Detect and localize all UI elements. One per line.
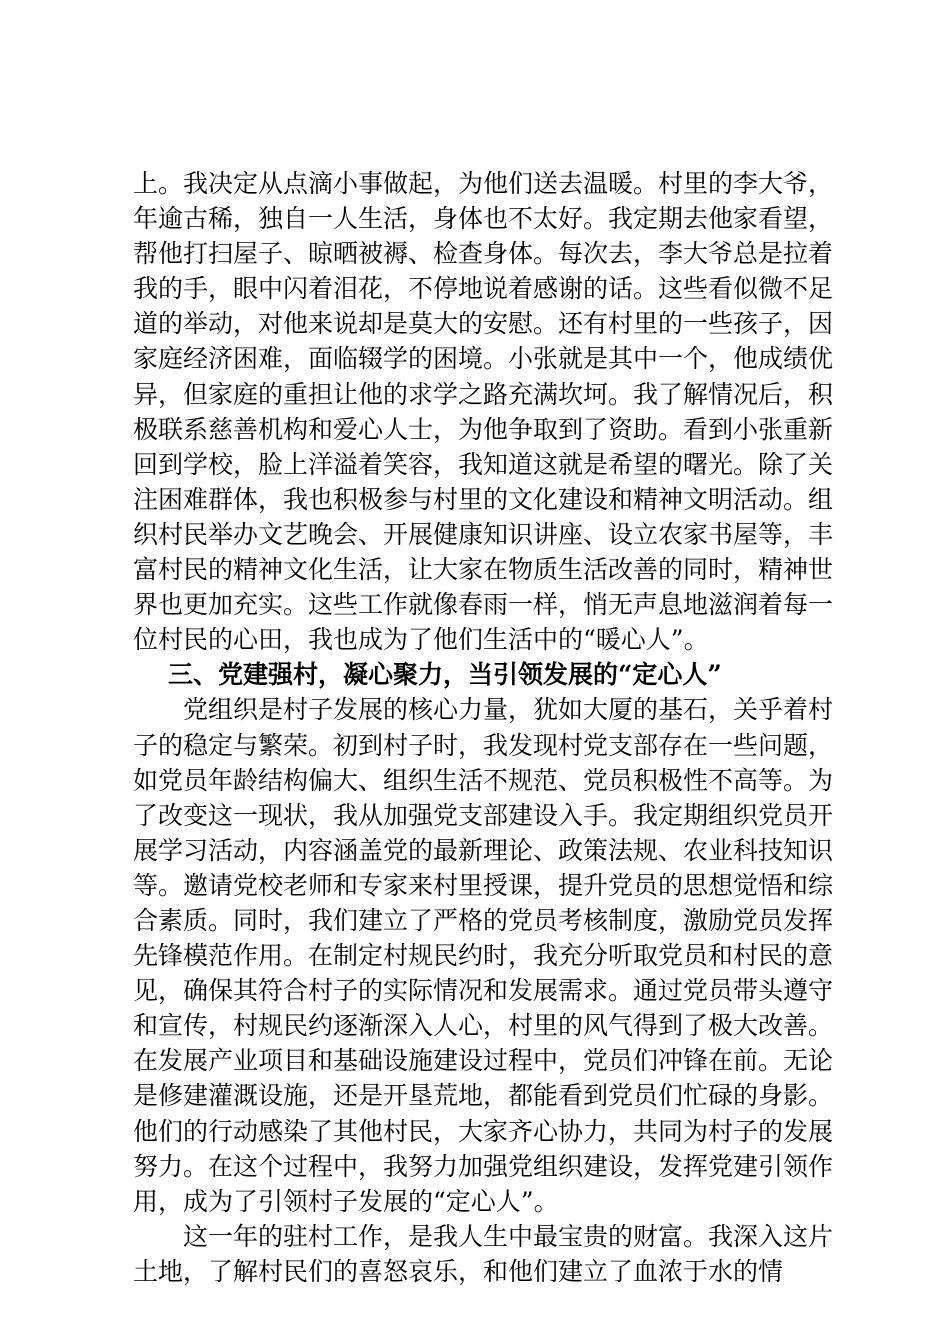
section-heading: 三、党建强村，凝心聚力，当引领发展的“定心人” (168, 660, 722, 690)
body-text (133, 166, 833, 1289)
paragraph-party-building: 党组织是村子发展的核心力量，犹如大厦的基石，关乎着村子的稳定与繁荣。初到村子时，我发现村党支部存在一些问题，如党员年龄结构偏大、组织生活不规范、党员积极性不高等。为了改变这一现状，我从加强党支部建设入手。我定期组织党员开展学习活动，内容涵盖党的最新理论、政策法规、农业科技知识等。邀请党校老师和专家来村里授课，提升党员的思想觉悟和综合素质。同时，我们建立了严格的党员考核制度，激励党员发挥先锋模范作用。在制定村规民约时，我充分听取党员和村民的意见，确保其符合村子的实际情况和发展需求。通过党员带头遵守和宣传，村规民约逐渐深入人心，村里的风气得到了极大改善。在发展产业项目和基础设施建设过程中，党员们冲锋在前。无论是修建灌溉设施，还是开垦荒地，都能看到党员们忙碌的身影。他们的行动感染了其他村民，大家齐心协力，共同为村子的发展努力。在这个过程中，我努力加强党组织建设，发挥党建引领作用，成为了引领村子发展的“定心人”。 (133, 695, 834, 1216)
paragraph-continued: 上。我决定从点滴小事做起，为他们送去温暖。村里的李大爷，年逾古稀，独自一人生活，身体也不太好。我定期去他家看望，帮他打扫屋子、晾晒被褥、检查身体。每次去，李大爷总是拉着我的手，眼中闪着泪花，不停地说着感谢的话。这些看似微不足道的举动，对他来说却是莫大的安慰。还有村里的一些孩子，因家庭经济困难，面临辍学的困境。小张就是其中一个，他成绩优异，但家庭的重担让他的求学之路充满坎坷。我了解情况后，积极联系慈善机构和爱心人士，为他争取到了资助。看到小张重新回到学校，脸上洋溢着笑容，我知道这就是希望的曙光。除了关注困难群体，我也积极参与村里的文化建设和精神文明活动。组织村民举办文艺晚会、开展健康知识讲座、设立农家书屋等，丰富村民的精神文化生活，让大家在物质生活改善的同时，精神世界也更加充实。这些工作就像春雨一样，悄无声息地滋润着每一位村民的心田，我也成为了他们生活中的“暖心人”。 (133, 169, 834, 655)
paragraph-conclusion: 这一年的驻村工作，是我人生中最宝贵的财富。我深入这片土地，了解村民们的喜怒哀乐，和他们建立了血浓于水的情 (133, 1221, 834, 1286)
